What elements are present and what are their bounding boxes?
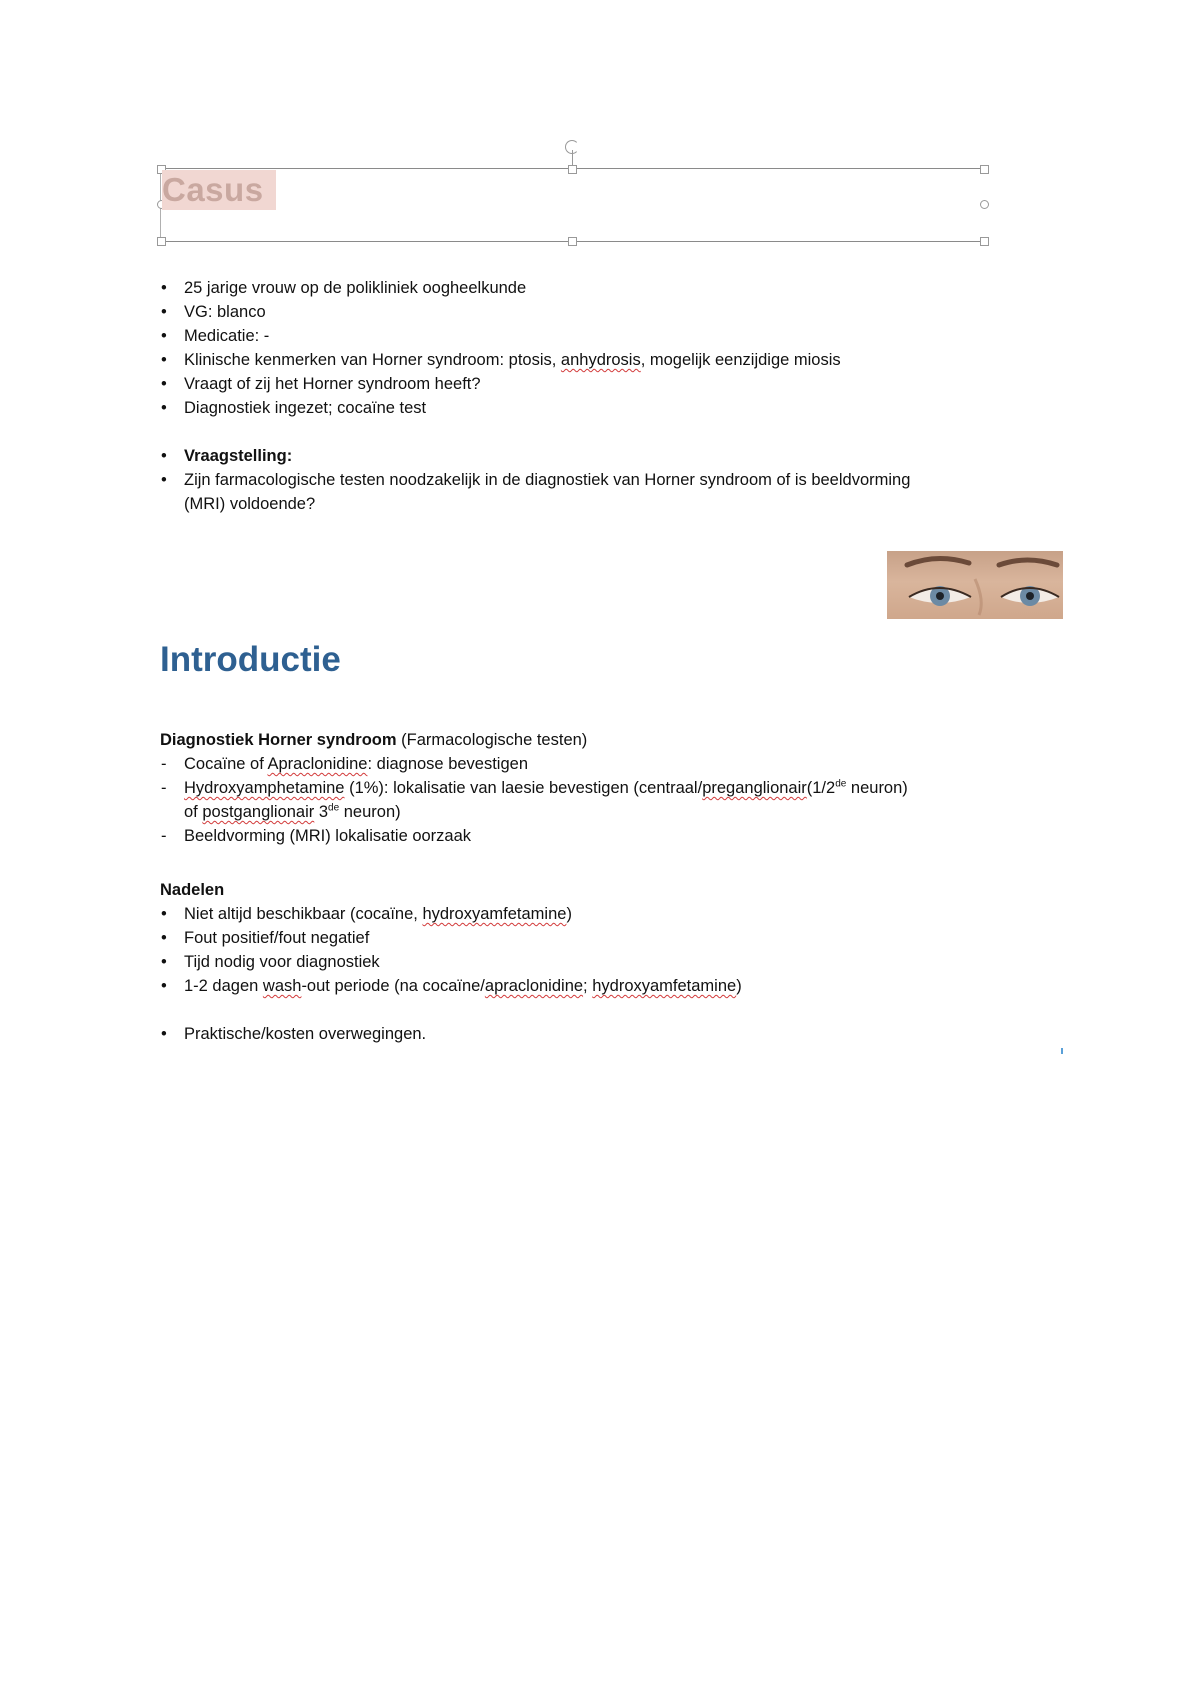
- list-item: • 1-2 dagen wash-out periode (na cocaïne/apraclonidine; hydroxyamfetamine): [161, 977, 742, 995]
- list-item: • Diagnostiek ingezet; cocaïne test: [161, 399, 427, 417]
- list-item: • Niet altijd beschikbaar (cocaïne, hydroxyamfetamine): [161, 905, 572, 923]
- list-item: • Praktische/kosten overwegingen.: [161, 1025, 427, 1043]
- list-item: - Hydroxyamphetamine (1%): lokalisatie van laesie bevestigen (centraal/preganglionair(1/2de neuron) of postganglionair 3de neuron): [161, 778, 908, 821]
- list-item: • Klinische kenmerken van Horner syndroom: ptosis, anhydrosis, mogelijk eenzijdige miosis: [161, 351, 841, 369]
- spellcheck-word: Hydroxyamphetamine: [184, 779, 345, 797]
- resize-handle-bottom-left[interactable]: [157, 237, 166, 246]
- list-item: • Fout positief/fout negatief: [161, 929, 370, 947]
- spellcheck-word: hydroxyamfetamine: [422, 905, 567, 923]
- eyes-photo-drawing: [887, 551, 1063, 619]
- diagnostiek-section: [160, 728, 1060, 848]
- spellcheck-word: hydroxyamfetamine: [592, 977, 737, 995]
- introductie-heading: Introductie: [160, 640, 341, 679]
- list-item: • 25 jarige vrouw op de polikliniek oogheelkunde: [161, 279, 527, 297]
- resize-handle-top-right[interactable]: [980, 165, 989, 174]
- spellcheck-word: wash: [262, 977, 302, 995]
- nadelen-section: [160, 878, 1060, 1046]
- list-item: • Tijd nodig voor diagnostiek: [161, 953, 380, 971]
- list-item: • Zijn farmacologische testen noodzakelijk in de diagnostiek van Horner syndroom of is beeldvorming (MRI) voldoende?: [161, 471, 911, 513]
- list-item: • Vraagt of zij het Horner syndroom heeft?: [161, 375, 481, 393]
- spellcheck-word: anhydrosis: [560, 351, 641, 369]
- casus-title[interactable]: Casus: [162, 170, 276, 210]
- spellcheck-word: postganglionair: [202, 803, 315, 821]
- spellcheck-word: preganglionair: [702, 779, 807, 797]
- casus-bullet-list: [160, 276, 1060, 516]
- nadelen-heading: Nadelen: [160, 881, 225, 899]
- text-cursor: [1061, 1048, 1063, 1054]
- spellcheck-word: Apraclonidine: [267, 755, 368, 773]
- eyes-photo: [887, 551, 1063, 619]
- list-item: - Beeldvorming (MRI) lokalisatie oorzaak: [161, 827, 472, 845]
- list-item: - Cocaïne of Apraclonidine: diagnose bevestigen: [161, 755, 529, 773]
- list-item: • Vraagstelling:: [161, 447, 293, 465]
- rotate-handle-icon[interactable]: [565, 140, 579, 154]
- casus-textbox[interactable]: [160, 168, 985, 242]
- diagnostiek-heading: Diagnostiek Horner syndroom (Farmacologische testen): [160, 731, 588, 749]
- resize-handle-bottom-middle[interactable]: [568, 237, 577, 246]
- resize-handle-middle-right[interactable]: [980, 200, 989, 209]
- list-item: • Medicatie: -: [161, 327, 270, 345]
- list-item: • VG: blanco: [161, 303, 266, 321]
- vraagstelling-label: Vraagstelling:: [184, 447, 293, 465]
- resize-handle-top-middle[interactable]: [568, 165, 577, 174]
- spellcheck-word: apraclonidine: [484, 977, 584, 995]
- resize-handle-bottom-right[interactable]: [980, 237, 989, 246]
